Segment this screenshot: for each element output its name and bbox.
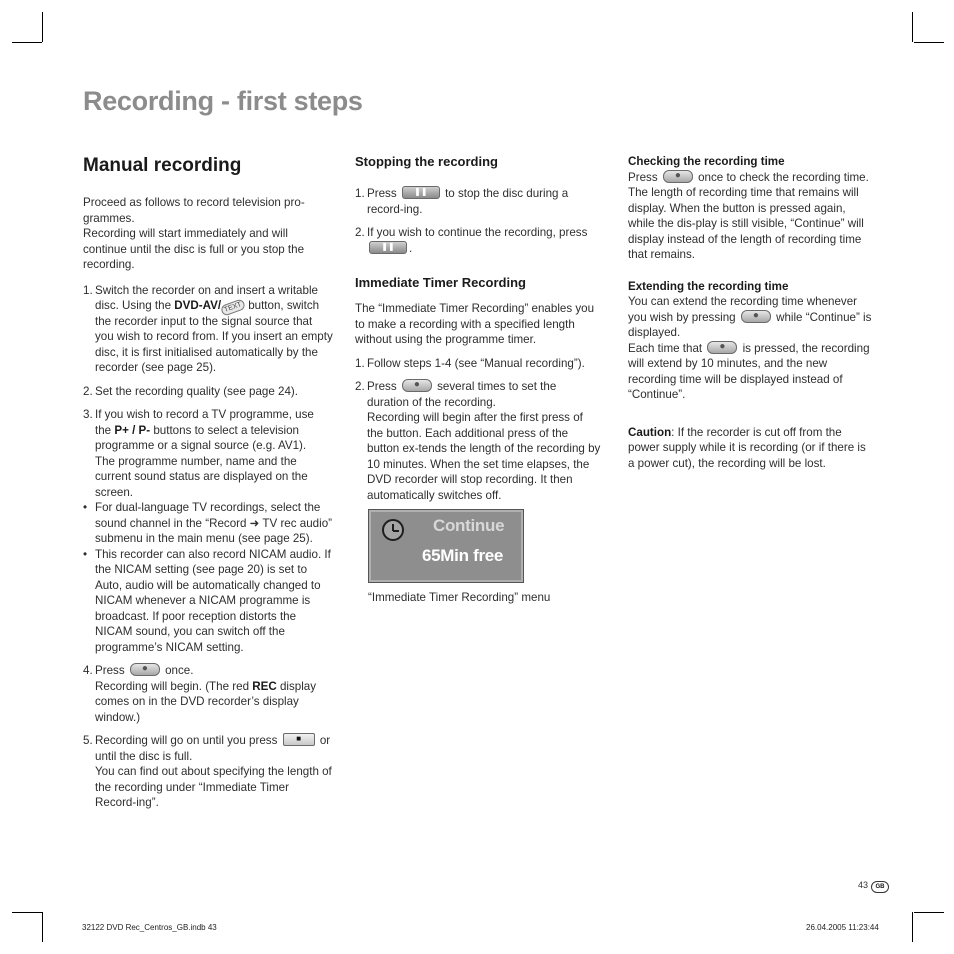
- itr-intro: The “Immediate Timer Recording” enables you to make a recording with a specified length without using the programme timer.: [355, 302, 595, 346]
- step-1: [83, 283, 333, 376]
- body-text: Press: [628, 170, 661, 184]
- step-text: Set the recording quality (see page 24).: [95, 384, 299, 398]
- step-text: If you wish to continue the recording, press: [367, 226, 588, 239]
- step-text: to stop the disc during a record-ing.: [367, 187, 569, 216]
- record-button-icon: ●: [663, 170, 693, 183]
- extending-text: [628, 294, 873, 341]
- caution-note: [628, 425, 873, 472]
- record-button-icon: ●: [402, 379, 432, 392]
- column-manual-recording: [83, 150, 333, 811]
- step-4: [83, 663, 333, 725]
- checking-text: [628, 170, 873, 263]
- stop-step-1: [355, 186, 601, 217]
- language-badge: GB: [871, 881, 889, 893]
- bullet-item: [83, 547, 333, 656]
- step-text: once.: [161, 664, 194, 677]
- bullet-marker: •: [83, 547, 88, 561]
- body-text: is pressed, the recording will extend by 10 minutes, and the new recording time will be displayed instead of “Continue”.: [628, 341, 870, 401]
- step-text: Switch the recorder on and insert a writable disc. Using the: [95, 283, 318, 312]
- step-number: 5.: [83, 734, 93, 747]
- checking-heading: Checking the recording time: [628, 155, 785, 168]
- crop-mark: [12, 42, 42, 43]
- dvd-av-key: DVD-AV/: [174, 299, 222, 312]
- step-text: .: [409, 241, 413, 255]
- stop-button-icon: ■: [283, 733, 315, 746]
- pause-button-icon: ❚❚: [369, 241, 407, 254]
- step-2: [83, 384, 333, 400]
- crop-mark: [914, 912, 944, 913]
- osd-caption: “Immediate Timer Recording” menu: [368, 591, 551, 604]
- step-number: 4.: [83, 664, 93, 677]
- bullet-text: For dual-language TV recordings, select the sound channel in the “Record ➜ TV rec audio” submenu in the main menu (see page 25).: [95, 501, 332, 545]
- step-text: or until the disc is full.: [95, 734, 331, 763]
- footer-file-info: 32122 DVD Rec_Centros_GB.indb 43: [82, 923, 217, 932]
- stopping-heading: Stopping the recording: [355, 154, 498, 169]
- crop-mark: [912, 12, 913, 42]
- step-number: 2.: [355, 380, 365, 393]
- record-button-icon: ●: [707, 341, 737, 354]
- step-text: Recording will begin after the first press of the button. Each additional press of the button ex-tends the length of the recording by 10 minutes. When the set time elapses, the DVD recorder will stop recording. It then automatically switches off.: [367, 411, 601, 502]
- step-text: button, switch the recorder input to the signal source that you wish to record from. If you insert an empty disc, it is first initialised automatically by the recorder (see page 25).: [95, 299, 333, 374]
- caution-text: : If the recorder is cut off from the power supply while it is recording (or if there is a power cut), the recording will be lost.: [628, 425, 866, 470]
- page-title: Recording - first steps: [83, 86, 363, 116]
- step-text: Recording will begin. (The red: [95, 679, 253, 693]
- bullet-text: This recorder can also record NICAM audio. If the NICAM setting (see page 20) is set to Auto, audio will be automatically changed to NICAM whenever a NICAM programme is broadcast. If poor reception distorts the NICAM sound, you can switch off the programme’s NICAM setting.: [95, 547, 331, 654]
- step-number: 1.: [355, 187, 365, 200]
- body-text: You can extend the recording time whenever you wish by pressing: [628, 295, 858, 324]
- caution-label: Caution: [628, 425, 672, 439]
- text-button-icon: TEXT: [220, 298, 246, 317]
- step-text: Press: [95, 664, 128, 677]
- itr-step-2: [355, 379, 601, 503]
- step-text: Recording will go on until you press: [95, 734, 281, 747]
- intro-paragraph: Recording will start immediately and will continue until the disc is full or you stop the recording.: [83, 227, 305, 271]
- clock-icon: [382, 519, 404, 541]
- extending-text: [628, 341, 873, 403]
- crop-mark: [12, 912, 42, 913]
- step-text: Press: [367, 187, 400, 200]
- column-stop-and-timer: [355, 150, 601, 606]
- column-recording-time: [628, 150, 873, 471]
- crop-mark: [914, 42, 944, 43]
- step-text: buttons to select a television programme or a signal source (e.g. AV1).: [95, 423, 307, 452]
- crop-mark: [42, 12, 43, 42]
- step-text: The programme number, name and the current sound status are displayed on the screen.: [95, 454, 308, 499]
- bullet-item: [83, 500, 333, 547]
- intro-paragraph: Proceed as follows to record television pro-grammes.: [83, 196, 305, 225]
- record-button-icon: ●: [741, 310, 771, 323]
- body-text: Each time that: [628, 341, 706, 355]
- step-number: 3.: [83, 408, 93, 421]
- itr-step-1: [355, 356, 601, 372]
- step-number: 2.: [83, 384, 93, 398]
- osd-continue-label: Continue: [433, 516, 505, 535]
- crop-mark: [42, 912, 43, 942]
- osd-time-free: 65Min free: [422, 546, 504, 565]
- step-number: 1.: [355, 356, 365, 370]
- step-text: Follow steps 1-4 (see “Manual recording”).: [367, 356, 585, 370]
- stop-step-2: [355, 225, 601, 256]
- step-number: 1.: [83, 283, 93, 297]
- extending-heading: Extending the recording time: [628, 279, 789, 293]
- step-text: Press: [367, 380, 400, 393]
- pause-button-icon: ❚❚: [402, 186, 440, 199]
- immediate-timer-heading: Immediate Timer Recording: [355, 275, 526, 290]
- step-text: display comes on in the DVD recorder’s display window.): [95, 679, 317, 724]
- step-3: [83, 407, 333, 500]
- step-text: You can find out about specifying the length of the recording under “Immediate Timer Record-ing”.: [95, 765, 332, 809]
- manual-recording-heading: Manual recording: [83, 155, 242, 176]
- body-text: once to check the recording time. The length of recording time that remains will display. When the button is pressed again, while the dis-play is still visible, “Continue” will display instead of the length of recording time that remains.: [628, 170, 869, 261]
- rec-indicator: REC: [252, 679, 277, 693]
- programme-key: P+ / P-: [114, 423, 151, 437]
- bullet-marker: •: [83, 501, 88, 514]
- step-number: 2.: [355, 226, 365, 239]
- crop-mark: [912, 912, 913, 942]
- record-button-icon: ●: [130, 663, 160, 676]
- step-text: If you wish to record a TV programme, use the: [95, 408, 314, 437]
- immediate-timer-osd: [368, 509, 524, 583]
- page-number: 43: [858, 880, 869, 890]
- footer-timestamp: 26.04.2005 11:23:44: [806, 923, 879, 932]
- step-text: several times to set the duration of the recording.: [367, 380, 557, 409]
- step-5: [83, 733, 333, 811]
- body-text: while “Continue” is displayed.: [628, 310, 872, 339]
